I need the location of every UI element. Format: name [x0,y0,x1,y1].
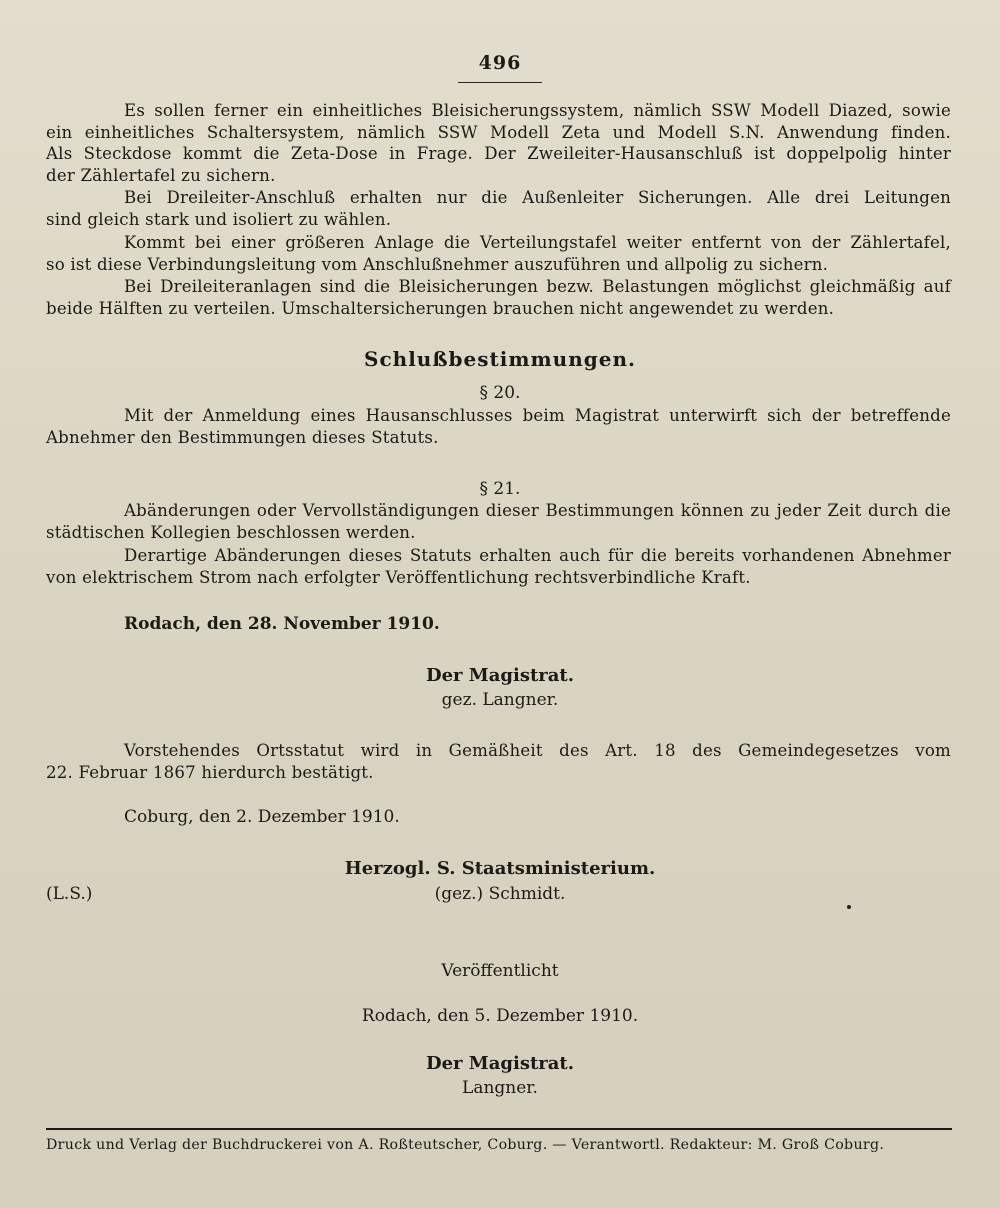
text-line: 22. Februar 1867 hierdurch bestätigt. [46,762,374,782]
signoff-signature: gez. Langner. [441,690,559,710]
text-line: beide Hälften zu verteilen. Umschaltersicherungen brauchen nicht angewendet zu werden. [46,298,835,318]
text-line: ein einheitliches Schaltersystem, nämlich SSW Modell Zeta und Modell S.N. Anwendung finden. [46,122,951,142]
ministry-authority: Herzogl. S. Staatsministerium. [344,858,656,879]
ministry-place-date: Coburg, den 2. Dezember 1910. [124,807,400,827]
section-21-paragraph-2 [46,545,951,588]
imprint-footer: Druck und Verlag der Buchdruckerei von A. Roßteutscher, Coburg. — Verantwortl. Redakteur: M. Groß Coburg. [46,1137,885,1153]
signoff-place-date: Rodach, den 28. November 1910. [124,614,440,634]
intro-paragraph-2 [46,187,951,230]
text-line: Kommt bei einer größeren Anlage die Verteilungstafel weiter entfernt von der Zählertafel, [124,233,951,252]
intro-paragraph-1 [46,100,951,186]
text-line: der Zählertafel zu sichern. [46,165,276,185]
text-line: so ist diese Verbindungsleitung vom Anschlußnehmer auszuführen und allpolig zu sichern. [46,254,829,274]
footer-rule [46,1128,952,1130]
text-line: sind gleich stark und isoliert zu wählen. [46,209,392,229]
text-line: Es sollen ferner ein einheitliches Bleisicherungssystem, nämlich SSW Modell Diazed, sowie [124,101,951,120]
intro-paragraph-4 [46,276,951,319]
text-line: Mit der Anmeldung eines Hausanschlusses beim Magistrat unterwirft sich der betreffende [124,406,951,425]
publication-signature: Langner. [462,1078,538,1098]
text-line: Bei Dreileiter-Anschluß erhalten nur die Außenleiter Sicherungen. Alle drei Leitungen [124,188,951,207]
section-20-number: § 20. [479,383,521,403]
ink-speck [847,905,851,909]
ministry-signature: (gez.) Schmidt. [434,884,566,904]
seal-mark: (L.S.) [46,884,93,904]
text-line: Abänderungen oder Vervollständigungen dieser Bestimmungen können zu jeder Zeit durch die [124,501,951,520]
section-20-text [46,405,951,448]
page-number-rule [458,82,542,83]
page-number: 496 [478,52,522,74]
text-line: von elektrischem Strom nach erfolgter Veröffentlichung rechtsverbindliche Kraft. [46,567,751,587]
text-line: städtischen Kollegien beschlossen werden. [46,522,416,542]
text-line: Derartige Abänderungen dieses Statuts erhalten auch für die bereits vorhandenen Abnehmer [124,546,951,565]
text-line: Als Steckdose kommt die Zeta-Dose in Frage. Der Zweileiter-Hausanschluß ist doppelpolig hinter [46,144,951,164]
intro-paragraph-3 [46,232,951,275]
signoff-authority: Der Magistrat. [426,665,574,686]
confirmation-text [46,740,951,783]
publication-place-date: Rodach, den 5. Dezember 1910. [361,1006,639,1026]
text-line: Bei Dreileiteranlagen sind die Bleisicherungen bezw. Belastungen möglichst gleichmäßig auf [124,277,951,296]
section-21-paragraph-1 [46,500,951,543]
publication-authority: Der Magistrat. [426,1053,574,1074]
publication-label: Veröffentlicht [441,961,559,981]
text-line: Abnehmer den Bestimmungen dieses Statuts. [46,427,439,447]
section-heading: Schlußbestimmungen. [364,347,636,371]
section-21-number: § 21. [479,479,521,499]
text-line: Vorstehendes Ortsstatut wird in Gemäßheit des Art. 18 des Gemeindegesetzes vom [124,741,951,760]
